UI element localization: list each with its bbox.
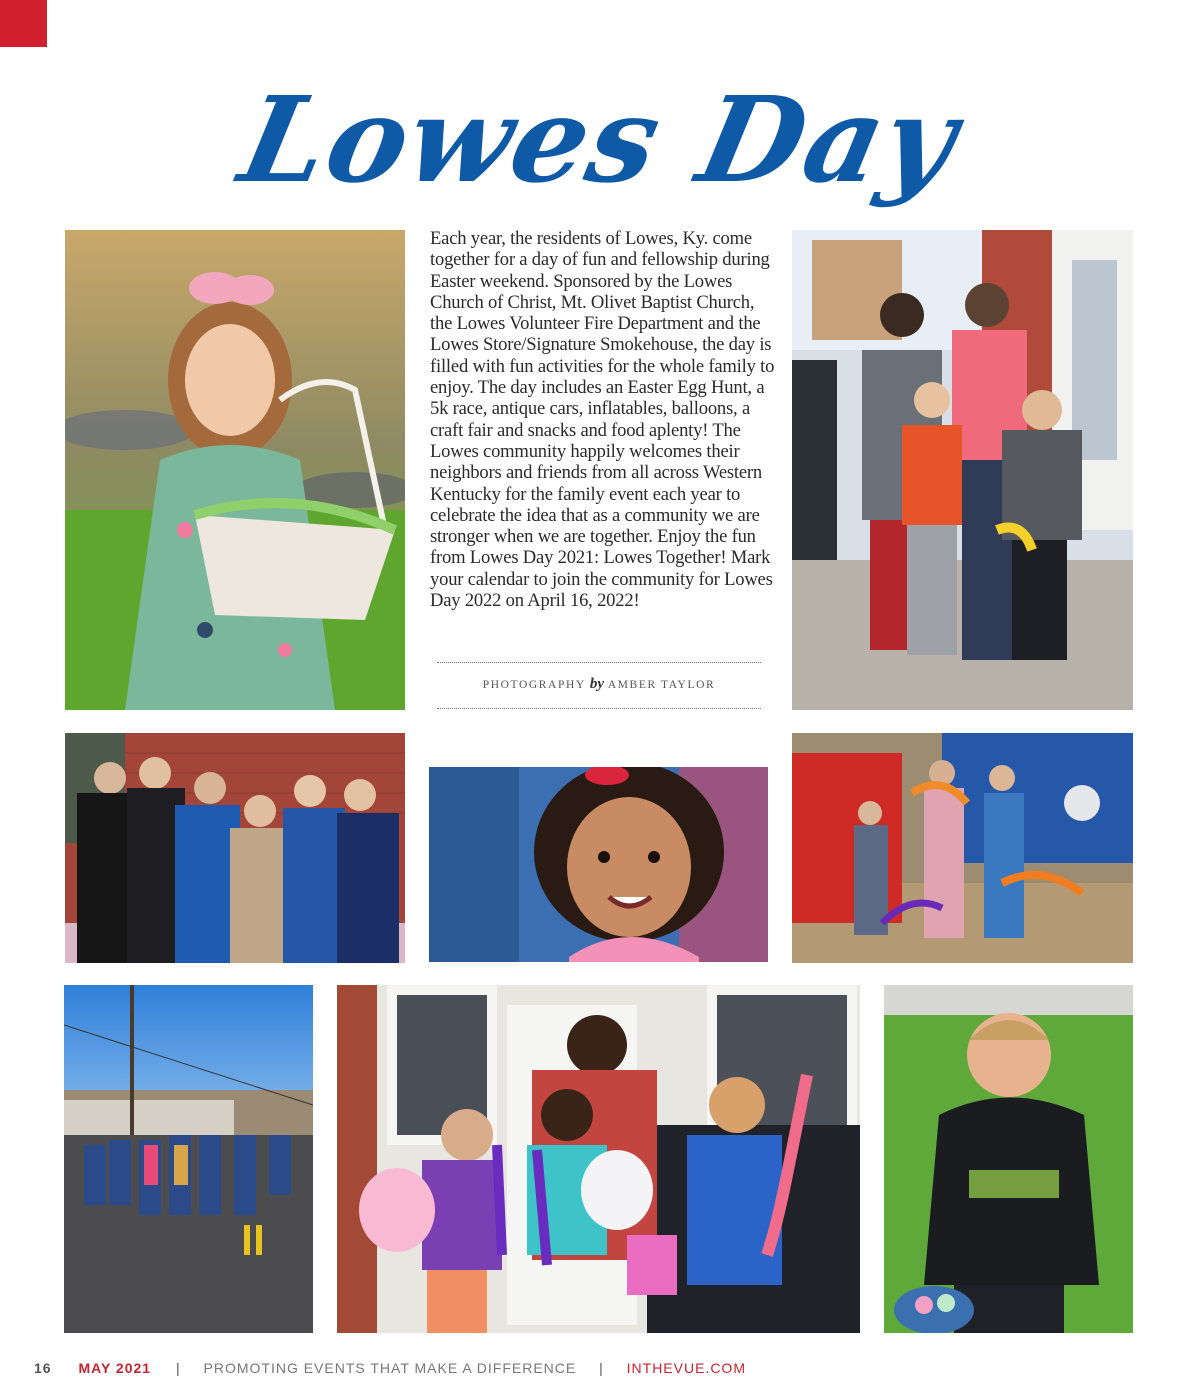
- page-footer: [34, 1360, 746, 1380]
- photo-family: [792, 230, 1133, 710]
- article-body: Each year, the residents of Lowes, Ky. come together for a day of fun and fellowship during Easter weekend. Sponsored by the Lowes Church of Christ, Mt. Olivet Baptist Church, the Lowes Volunteer Fire Department and the Lowes Store/Signature Smokehouse, the day is filled with fun activities for the whole family to enjoy. The day includes an Easter Egg Hunt, a 5k race, antique cars, inflatables, balloons, a craft fair and snacks and food aplenty! The Lowes community happily welcomes their neighbors and friends from all across Western Kentucky for the family event each year to celebrate the idea that as a community we are stronger when we are together. Enjoy the fun from Lowes Day 2021: Lowes Together! Mark your calendar to join the community for Lowes Day 2022 on April 16, 2022!: [430, 228, 775, 612]
- website-link[interactable]: INTHEVUE.COM: [626, 1360, 746, 1376]
- footer-separator: |: [599, 1360, 604, 1376]
- photo-teen-group: [65, 733, 405, 963]
- footer-separator: |: [175, 1360, 181, 1376]
- credit-by: by: [589, 676, 604, 692]
- footer-tagline: PROMOTING EVENTS THAT MAKE A DIFFERENCE: [203, 1360, 577, 1376]
- credit-name: AMBER TAYLOR: [607, 679, 716, 691]
- page-title: Lowes Day: [229, 70, 971, 209]
- photo-boy-in-grass: [884, 985, 1133, 1333]
- credit-rule-top: [437, 662, 761, 663]
- credit-prefix: PHOTOGRAPHY: [482, 679, 586, 691]
- issue-date: MAY 2021: [78, 1360, 152, 1376]
- photo-girl-with-basket: [65, 230, 405, 710]
- photo-kids-classic-car: [792, 733, 1133, 963]
- photo-5k-walkers: [64, 985, 313, 1333]
- page-number: 16: [34, 1360, 52, 1376]
- photo-girls-cotton-candy: [337, 985, 860, 1333]
- corner-color-tab: [0, 0, 47, 47]
- photo-credit: [437, 676, 761, 693]
- photo-toddler-smiling: [429, 767, 768, 962]
- credit-rule-bottom: [437, 708, 761, 709]
